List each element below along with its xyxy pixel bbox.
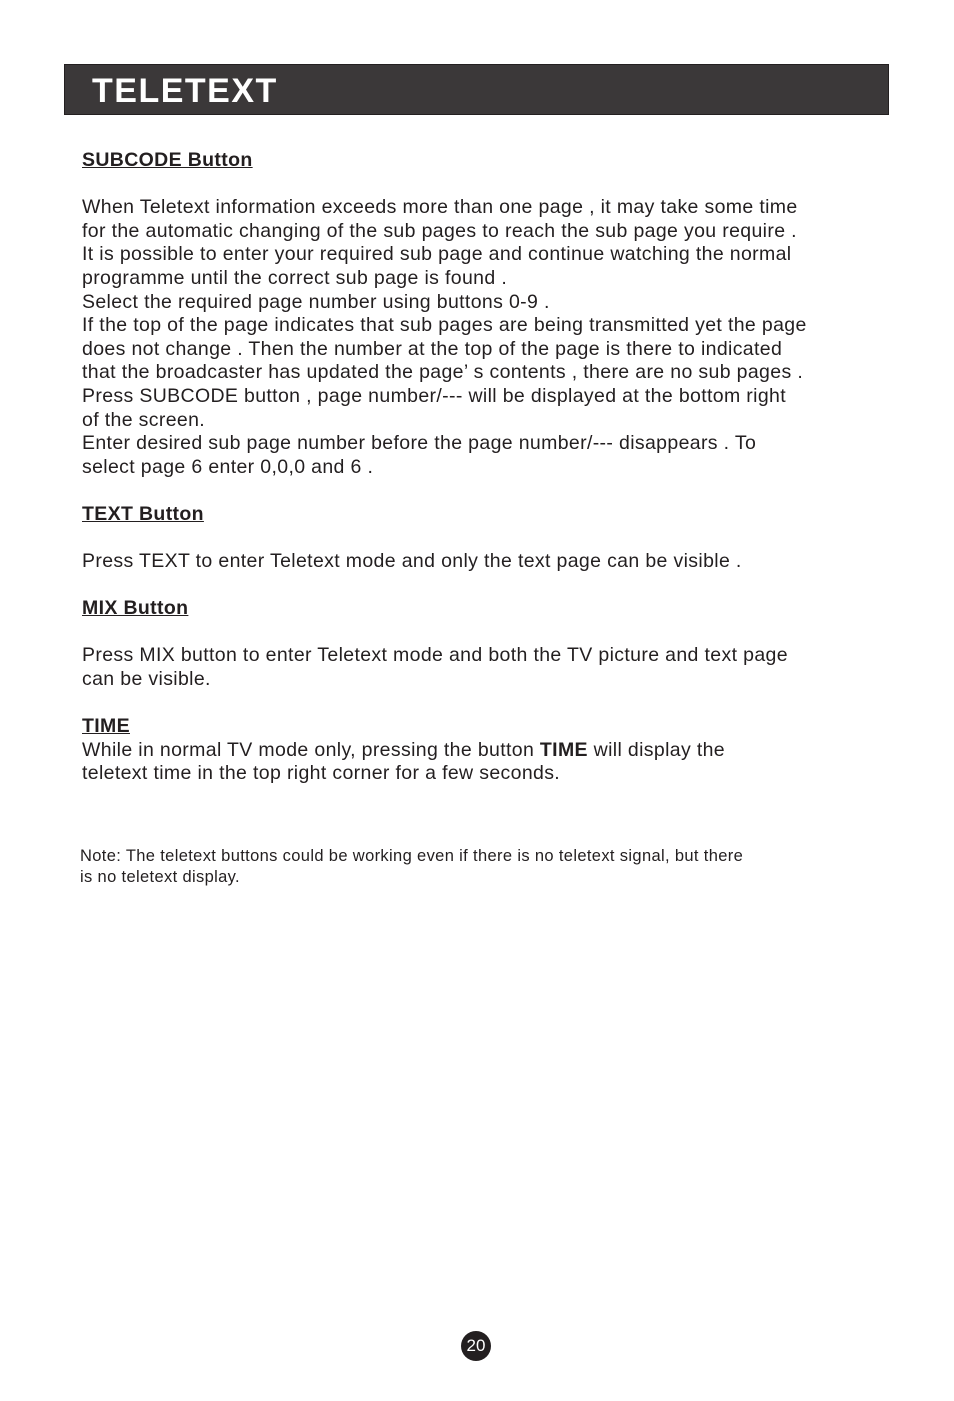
subcode-line: Enter desired sub page number before the page number/--- disappears . To	[82, 432, 757, 455]
subcode-body	[82, 196, 912, 479]
subcode-line: programme until the correct sub page is found .	[82, 266, 508, 289]
spacer	[82, 527, 912, 551]
section-header-bar	[64, 64, 889, 115]
subcode-heading: SUBCODE Button	[82, 149, 253, 171]
time-line-1	[82, 739, 912, 763]
subcode-line: If the top of the page indicates that sub pages are being transmitted yet the page	[82, 314, 807, 337]
page-number-badge: 20	[461, 1331, 491, 1361]
subcode-line: for the automatic changing of the sub pages to reach the sub page you require .	[82, 219, 797, 242]
subcode-line: Press SUBCODE button , page number/--- will be displayed at the bottom right	[82, 384, 786, 407]
subcode-line: that the broadcaster has updated the page’ s contents , there are no sub pages .	[82, 361, 804, 384]
spacer	[82, 479, 912, 503]
spacer	[82, 173, 912, 197]
text-button-heading: TEXT Button	[82, 502, 204, 525]
mix-button-line: Press MIX button to enter Teletext mode and both the TV picture and text page	[82, 644, 788, 667]
page-title: TELETEXT	[92, 72, 278, 110]
subcode-line: select page 6 enter 0,0,0 and 6 .	[82, 455, 374, 478]
spacer	[82, 621, 912, 645]
subcode-line: does not change . Then the number at the top of the page is there to indicated	[82, 337, 783, 360]
spacer	[82, 574, 912, 598]
subcode-line: When Teletext information exceeds more than one page , it may take some time	[82, 196, 798, 219]
time-heading: TIME	[82, 715, 130, 738]
subcode-line: of the screen.	[82, 408, 206, 431]
time-line-2: teletext time in the top right corner for a few seconds.	[82, 762, 561, 785]
main-content	[82, 149, 912, 786]
subcode-line: It is possible to enter your required sub page and continue watching the normal	[82, 243, 792, 266]
time-line-1-before: While in normal TV mode only, pressing the button	[82, 738, 540, 761]
note-line: Note: The teletext buttons could be working even if there is no teletext signal, but there	[80, 847, 744, 865]
subcode-line: Select the required page number using buttons 0-9 .	[82, 290, 550, 313]
mix-button-heading: MIX Button	[82, 597, 189, 620]
note	[80, 846, 880, 888]
text-button-line: Press TEXT to enter Teletext mode and only the text page can be visible .	[82, 550, 742, 573]
spacer	[82, 692, 912, 716]
time-line-1-after: will display the	[587, 738, 725, 761]
time-line-1-bold: TIME	[539, 738, 588, 761]
mix-button-line: can be visible.	[82, 668, 211, 691]
note-line: is no teletext display.	[80, 868, 240, 886]
